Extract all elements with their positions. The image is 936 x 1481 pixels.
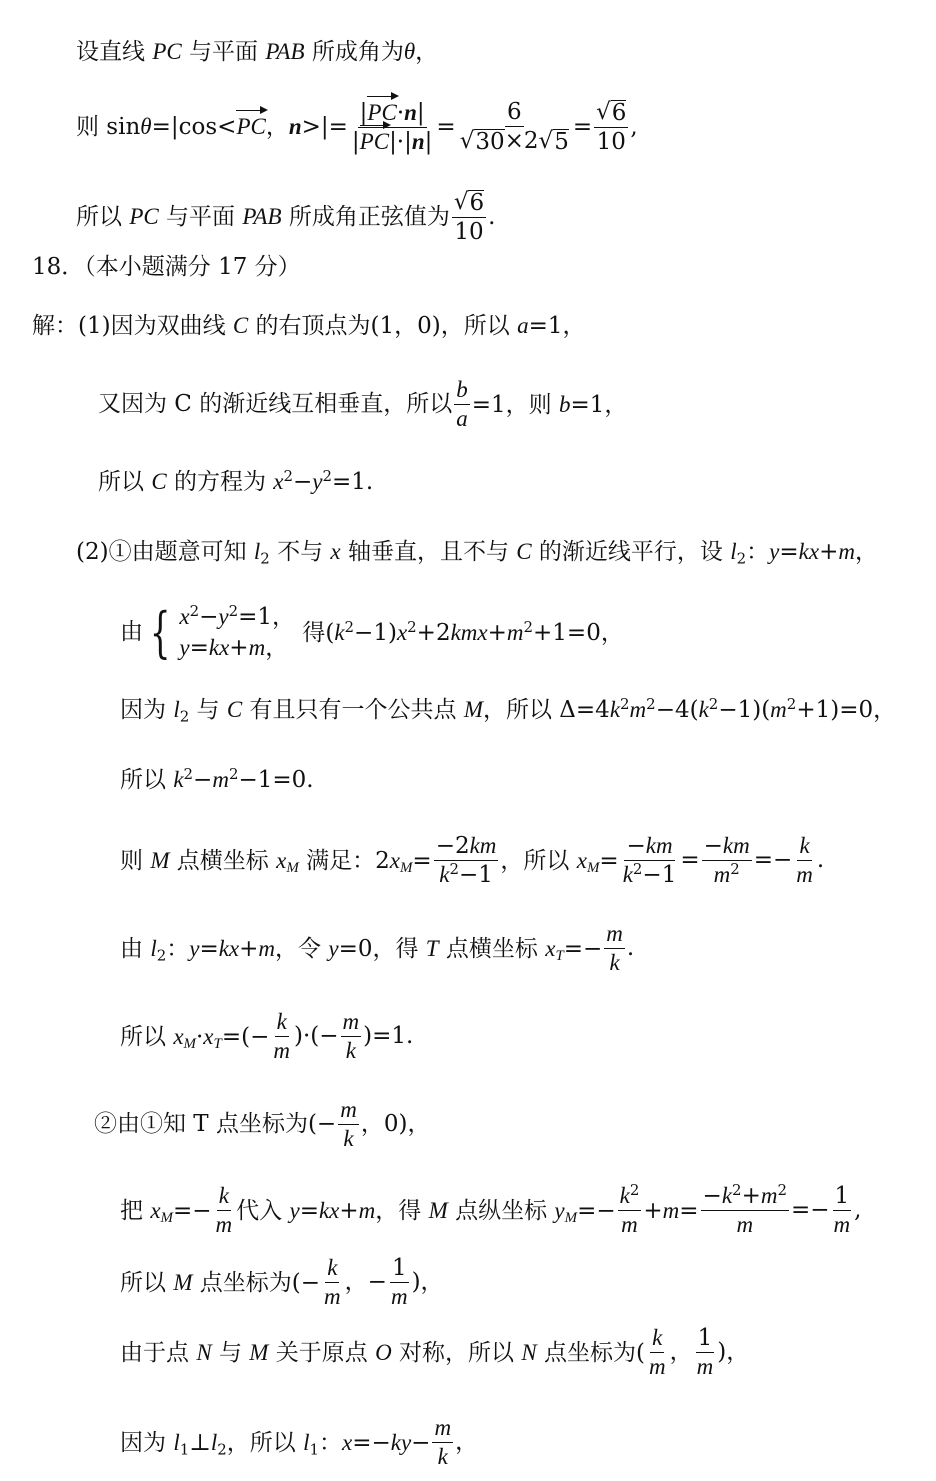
fraction-six-over-roots: 6 √ 30 ×2 √ 5	[459, 99, 569, 156]
solution-part3-n-coord: 由于点 N 与 M 关于原点 O 对称，所以 N 点坐标为( $\frac{k}{m}$ ， $\frac{1}{m}$ )，	[120, 1325, 750, 1380]
line-sine-value: 所以 PC 与平面 PAB 所成角正弦值为 √ 6 10 .	[76, 189, 496, 246]
fraction-m-over-k-c: $\frac{m}{k}$	[340, 1097, 357, 1152]
fraction-m-over-k-d: $\frac{m}{k}$	[434, 1415, 452, 1470]
solution-part1-line1: 解：(1)因为双曲线 C 的右顶点为(1，0)，所以 a=1，	[32, 313, 586, 339]
solution-part2-line1: (2)①由题意可知 $l_2$ 不与 x 轴垂直，且不与 C 的渐近线平行，设 $l_2$：y=kx+m，	[76, 539, 878, 568]
fraction-k-over-m-e: $\frac{k}{m}$	[648, 1325, 666, 1380]
fraction-m-over-k-b: $\frac{m}{k}$	[342, 1009, 360, 1064]
solution-part2-xt: 由 $l_2$：y=kx+m，令 y=0，得 T 点横坐标 $x_T=-$ $\frac{m}{k}$ .	[120, 921, 635, 976]
fraction-minusk2-plus-m2: $\frac{-k^2+m^2}{m}$	[702, 1180, 787, 1238]
solution-part2-system: 由 { $x^2-y^2=1$， y=kx+m， 得$(k^2-1)x^2+2kmx+m^2+1=0$，	[120, 600, 624, 664]
fraction-m-over-k: $\frac{m}{k}$	[606, 921, 623, 976]
fraction-root6-over-10: √ 6 10	[596, 99, 627, 156]
solution-part2-product: 所以 $x_M\cdot x_T=(-$ $\frac{k}{m}$ )·(− $\frac{m}{k}$ )=1.	[120, 1009, 414, 1064]
line-sin-formula: 则 sinθ=|cos<PC，n>|= $\frac{|PC\cdot n|}{|PC|\cdot|n|}$ = 6 √ 30 ×2 √ 5 = √ 6 10 ,	[76, 99, 638, 156]
solution-part1-line3: 所以 C 的方程为 $x^2-y^2=1$.	[98, 466, 374, 495]
fraction-1-over-m: $\frac{1}{m}$	[833, 1183, 851, 1238]
fraction-root6-over-10-b: √ 6 10	[453, 189, 485, 246]
fraction-k2-over-m: $\frac{k^2}{m}$	[619, 1180, 640, 1238]
solution-part2-relation: 所以 $k^2-m^2-1=0$.	[120, 764, 314, 793]
fraction-minuskm-b: $\frac{-km}{m^2}$	[703, 833, 750, 888]
solution-part2-xm: 则 M 点横坐标 $x_M$ 满足：$2x_M=$ $\frac{-2km}{k^2-1}$ ，所以 $x_M=$ $\frac{-km}{k^2-1}$ = $\frac{-km}{m^2}$ =− $\frac{k}{m}$ .	[120, 833, 825, 889]
fraction-1-over-m-b: $\frac{1}{m}$	[390, 1255, 408, 1310]
solution-part3-ym: 把 $x_M=-$ $\frac{k}{m}$ 代入 y=kx+m，得 M 点纵坐标 $y_M=-$ $\frac{k^2}{m}$ +m= $\frac{-k^2+m^2}{m}$ =− $\frac{1}{m}$ ,	[120, 1180, 862, 1238]
fraction-k-over-m: $\frac{k}{m}$	[796, 833, 813, 888]
fraction-b-over-a: $\frac{b}{a}$	[456, 377, 468, 432]
solution-part3-m-coord: 所以 M 点坐标为(− $\frac{k}{m}$ ，− $\frac{1}{m}$ )，	[120, 1255, 444, 1310]
fraction-k-over-m-b: $\frac{k}{m}$	[273, 1009, 290, 1064]
solution-part3-l1: 因为 $l_1\perp l_2$，所以 $l_1$：x=−ky− $\frac{m}{k}$ ，	[120, 1415, 479, 1470]
fraction-k-over-m-d: $\frac{k}{m}$	[324, 1255, 341, 1310]
fraction-minuskm-a: $\frac{-km}{k^2-1}$	[622, 833, 677, 889]
solution-part3-t-coord: ②由①知 T 点坐标为(− $\frac{m}{k}$ ，0)，	[94, 1097, 431, 1152]
fraction-dot-over-norms: $\frac{|PC\cdot n|}{|PC|\cdot|n|}$	[351, 99, 433, 155]
question-18-heading: 18．（本小题满分 17 分）	[32, 254, 301, 280]
solution-part1-line2: 又因为 C 的渐近线互相垂直，所以 $\frac{b}{a}$ =1，则 b=1，	[98, 377, 628, 432]
line-angle-def: 设直线 PC 与平面 PAB 所成角为θ，	[76, 39, 439, 65]
fraction-k-over-m-c: $\frac{k}{m}$	[215, 1183, 233, 1238]
equation-system: { $x^2-y^2=1$， y=kx+m，	[149, 600, 296, 664]
fraction-1-over-m-c: $\frac{1}{m}$	[696, 1325, 714, 1380]
fraction-minus2km: $\frac{-2km}{k^2-1}$	[435, 833, 497, 889]
solution-part2-delta: 因为 $l_2$ 与 C 有且只有一个公共点 M，所以 $\Delta=4k^2m^2-4(k^2-1)(m^2+1)=0$，	[120, 694, 897, 726]
